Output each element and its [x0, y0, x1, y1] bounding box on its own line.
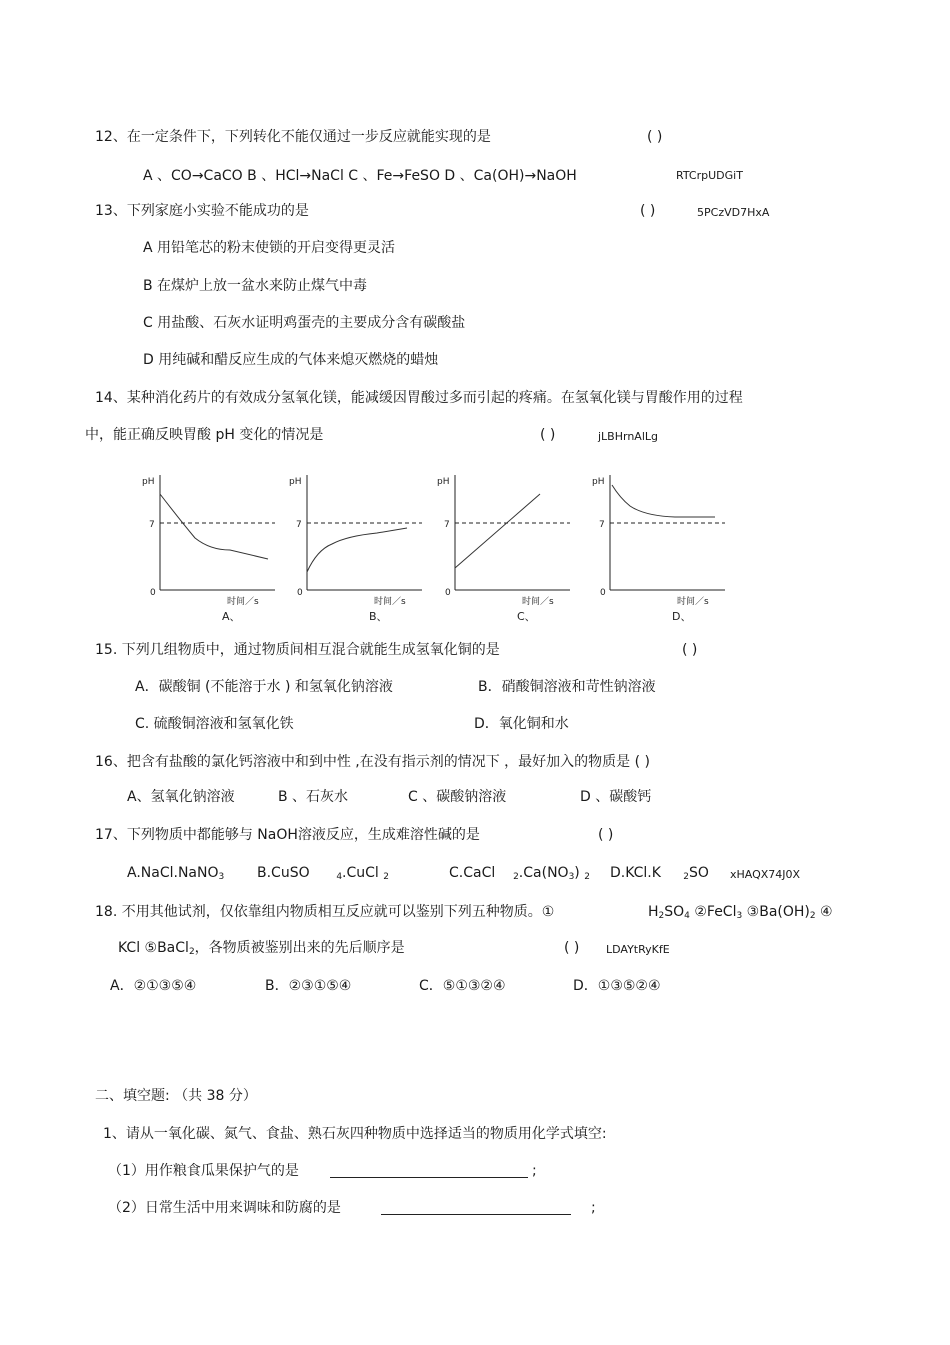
origin-label: 0 — [600, 588, 606, 598]
q17-option-c: C.CaCl $_2.Ca(NO_3)$ $_2$ — [449, 865, 590, 882]
ref-label: 7 — [599, 520, 605, 530]
q17-option-a: A.NaCl.NaNO$_3$ — [127, 865, 225, 882]
x-axis-label: 时间／s — [522, 597, 554, 607]
x-axis-label: 时间／s — [374, 597, 406, 607]
q14-stem-line2: 中，能正确反映胃酸 pH 变化的情况是 — [85, 427, 324, 443]
graph-caption: A、 — [222, 610, 241, 623]
ref-label: 7 — [444, 520, 450, 530]
q15-option-c: C. 硫酸铜溶液和氢氧化铁 — [135, 716, 294, 732]
q14-code: jLBHrnAlLg — [598, 430, 658, 443]
q18-option-b: B．②③①⑤④ — [265, 978, 352, 994]
ph-curve — [307, 528, 407, 572]
q13-code: 5PCzVD7HxA — [697, 206, 770, 219]
q16-stem: 16、把含有盐酸的氯化钙溶液中和到中性 ,在没有指示剂的情况下 ，最好加入的物质是 ( ) — [95, 754, 650, 770]
q13-option-d: D 用纯碱和醋反应生成的气体来熄灭燃烧的蜡烛 — [143, 352, 439, 368]
graph-d — [590, 470, 730, 625]
q12-code: RTCrpUDGiT — [676, 169, 743, 182]
q17-answer-paren: ( ) — [598, 827, 614, 843]
section-title: 二、填空题: （共 38 分） — [95, 1088, 257, 1104]
q15-option-d: D．氧化铜和水 — [474, 716, 569, 732]
q13-option-c: C 用盐酸、石灰水证明鸡蛋壳的主要成分含有碳酸盐 — [143, 315, 466, 331]
origin-label: 0 — [297, 588, 303, 598]
graph-a — [140, 470, 280, 625]
q18-code: LDAYtRyKfE — [606, 943, 670, 956]
q15-option-b: B．硝酸铜溶液和苛性钠溶液 — [478, 679, 656, 695]
q15-stem: 15. 下列几组物质中，通过物质间相互混合就能生成氢氧化铜的是 — [95, 642, 500, 658]
q13-option-b: B 在煤炉上放一盆水来防止煤气中毒 — [143, 278, 368, 294]
graph-caption: C、 — [517, 610, 536, 623]
q12-answer-paren: ( ) — [647, 129, 663, 145]
x-axis-label: 时间／s — [227, 597, 259, 607]
q16-option-a: A、氢氧化钠溶液 — [127, 789, 235, 805]
q12-options: A 、CO→CaCO B 、HCl→NaCl C 、Fe→FeSO D 、Ca(OH)→NaOH — [143, 168, 577, 184]
fill-q1-part2: （2）日常生活中用来调味和防腐的是 — [108, 1200, 341, 1216]
q18-substances: $H_2SO_4$ ②FeCl$_3$ $③Ba(OH)_2$ ④ — [648, 904, 833, 921]
graph-caption: D、 — [672, 610, 692, 623]
q13-answer-paren: ( ) — [640, 203, 656, 219]
y-axis-label: pH — [289, 477, 302, 487]
fill-q1-part1-end: ; — [532, 1163, 537, 1179]
origin-label: 0 — [445, 588, 451, 598]
y-axis-label: pH — [592, 477, 605, 487]
q18-option-a: A．②①③⑤④ — [110, 978, 197, 994]
q18-option-d: D．①③⑤②④ — [573, 978, 661, 994]
ref-label: 7 — [149, 520, 155, 530]
ph-curve — [612, 485, 715, 517]
q17-code: xHAQX74J0X — [730, 868, 801, 881]
answer-blank-2[interactable] — [381, 1214, 571, 1215]
q17-stem: 17、下列物质中都能够与 NaOH溶液反应，生成难溶性碱的是 — [95, 827, 480, 843]
q15-option-a: A．碳酸铜 (不能溶于水 ) 和氢氧化钠溶液 — [135, 679, 393, 695]
fill-q1-part2-end: ; — [591, 1200, 596, 1216]
q16-option-c: C 、碳酸钠溶液 — [408, 789, 507, 805]
ph-curve — [160, 494, 268, 559]
q16-option-d: D 、碳酸钙 — [580, 789, 652, 805]
y-axis-label: pH — [437, 477, 450, 487]
q13-option-a: A 用铅笔芯的粉末使锁的开启变得更灵活 — [143, 240, 396, 256]
q13-stem: 13、下列家庭小实验不能成功的是 — [95, 203, 309, 219]
origin-label: 0 — [150, 588, 156, 598]
x-axis-label: 时间／s — [677, 597, 709, 607]
fill-q1-part1: （1）用作粮食瓜果保护气的是 — [108, 1163, 299, 1179]
q18-option-c: C．⑤①③②④ — [419, 978, 506, 994]
graph-caption: B、 — [369, 610, 388, 623]
ph-line — [455, 494, 540, 568]
q14-stem-line1: 14、某种消化药片的有效成分氢氧化镁，能减缓因胃酸过多而引起的疼痛。在氢氧化镁与胃酸作用的过程 — [95, 390, 743, 406]
answer-blank-1[interactable] — [330, 1177, 528, 1178]
q18-stem-line1: 18. 不用其他试剂，仅依靠组内物质相互反应就可以鉴别下列五种物质。① — [95, 904, 555, 920]
graph-c — [435, 470, 575, 625]
fill-q1-stem: 1、请从一氧化碳、氮气、食盐、熟石灰四种物质中选择适当的物质用化学式填空: — [103, 1126, 607, 1142]
graph-b — [287, 470, 427, 625]
q16-option-b: B 、石灰水 — [278, 789, 349, 805]
q18-stem-line2: KCl ⑤BaCl$_2$，各物质被鉴别出来的先后顺序是 — [118, 940, 405, 957]
q17-option-d: D.KCl.K $_2$SO — [610, 865, 709, 882]
ref-label: 7 — [296, 520, 302, 530]
q15-answer-paren: ( ) — [682, 642, 698, 658]
q12-stem: 12、在一定条件下，下列转化不能仅通过一步反应就能实现的是 — [95, 129, 491, 145]
q17-option-b: B.CuSO $_4$.CuCl $_2$ — [257, 865, 389, 882]
y-axis-label: pH — [142, 477, 155, 487]
q14-answer-paren: ( ) — [540, 427, 556, 443]
q18-answer-paren: ( ) — [564, 940, 580, 956]
